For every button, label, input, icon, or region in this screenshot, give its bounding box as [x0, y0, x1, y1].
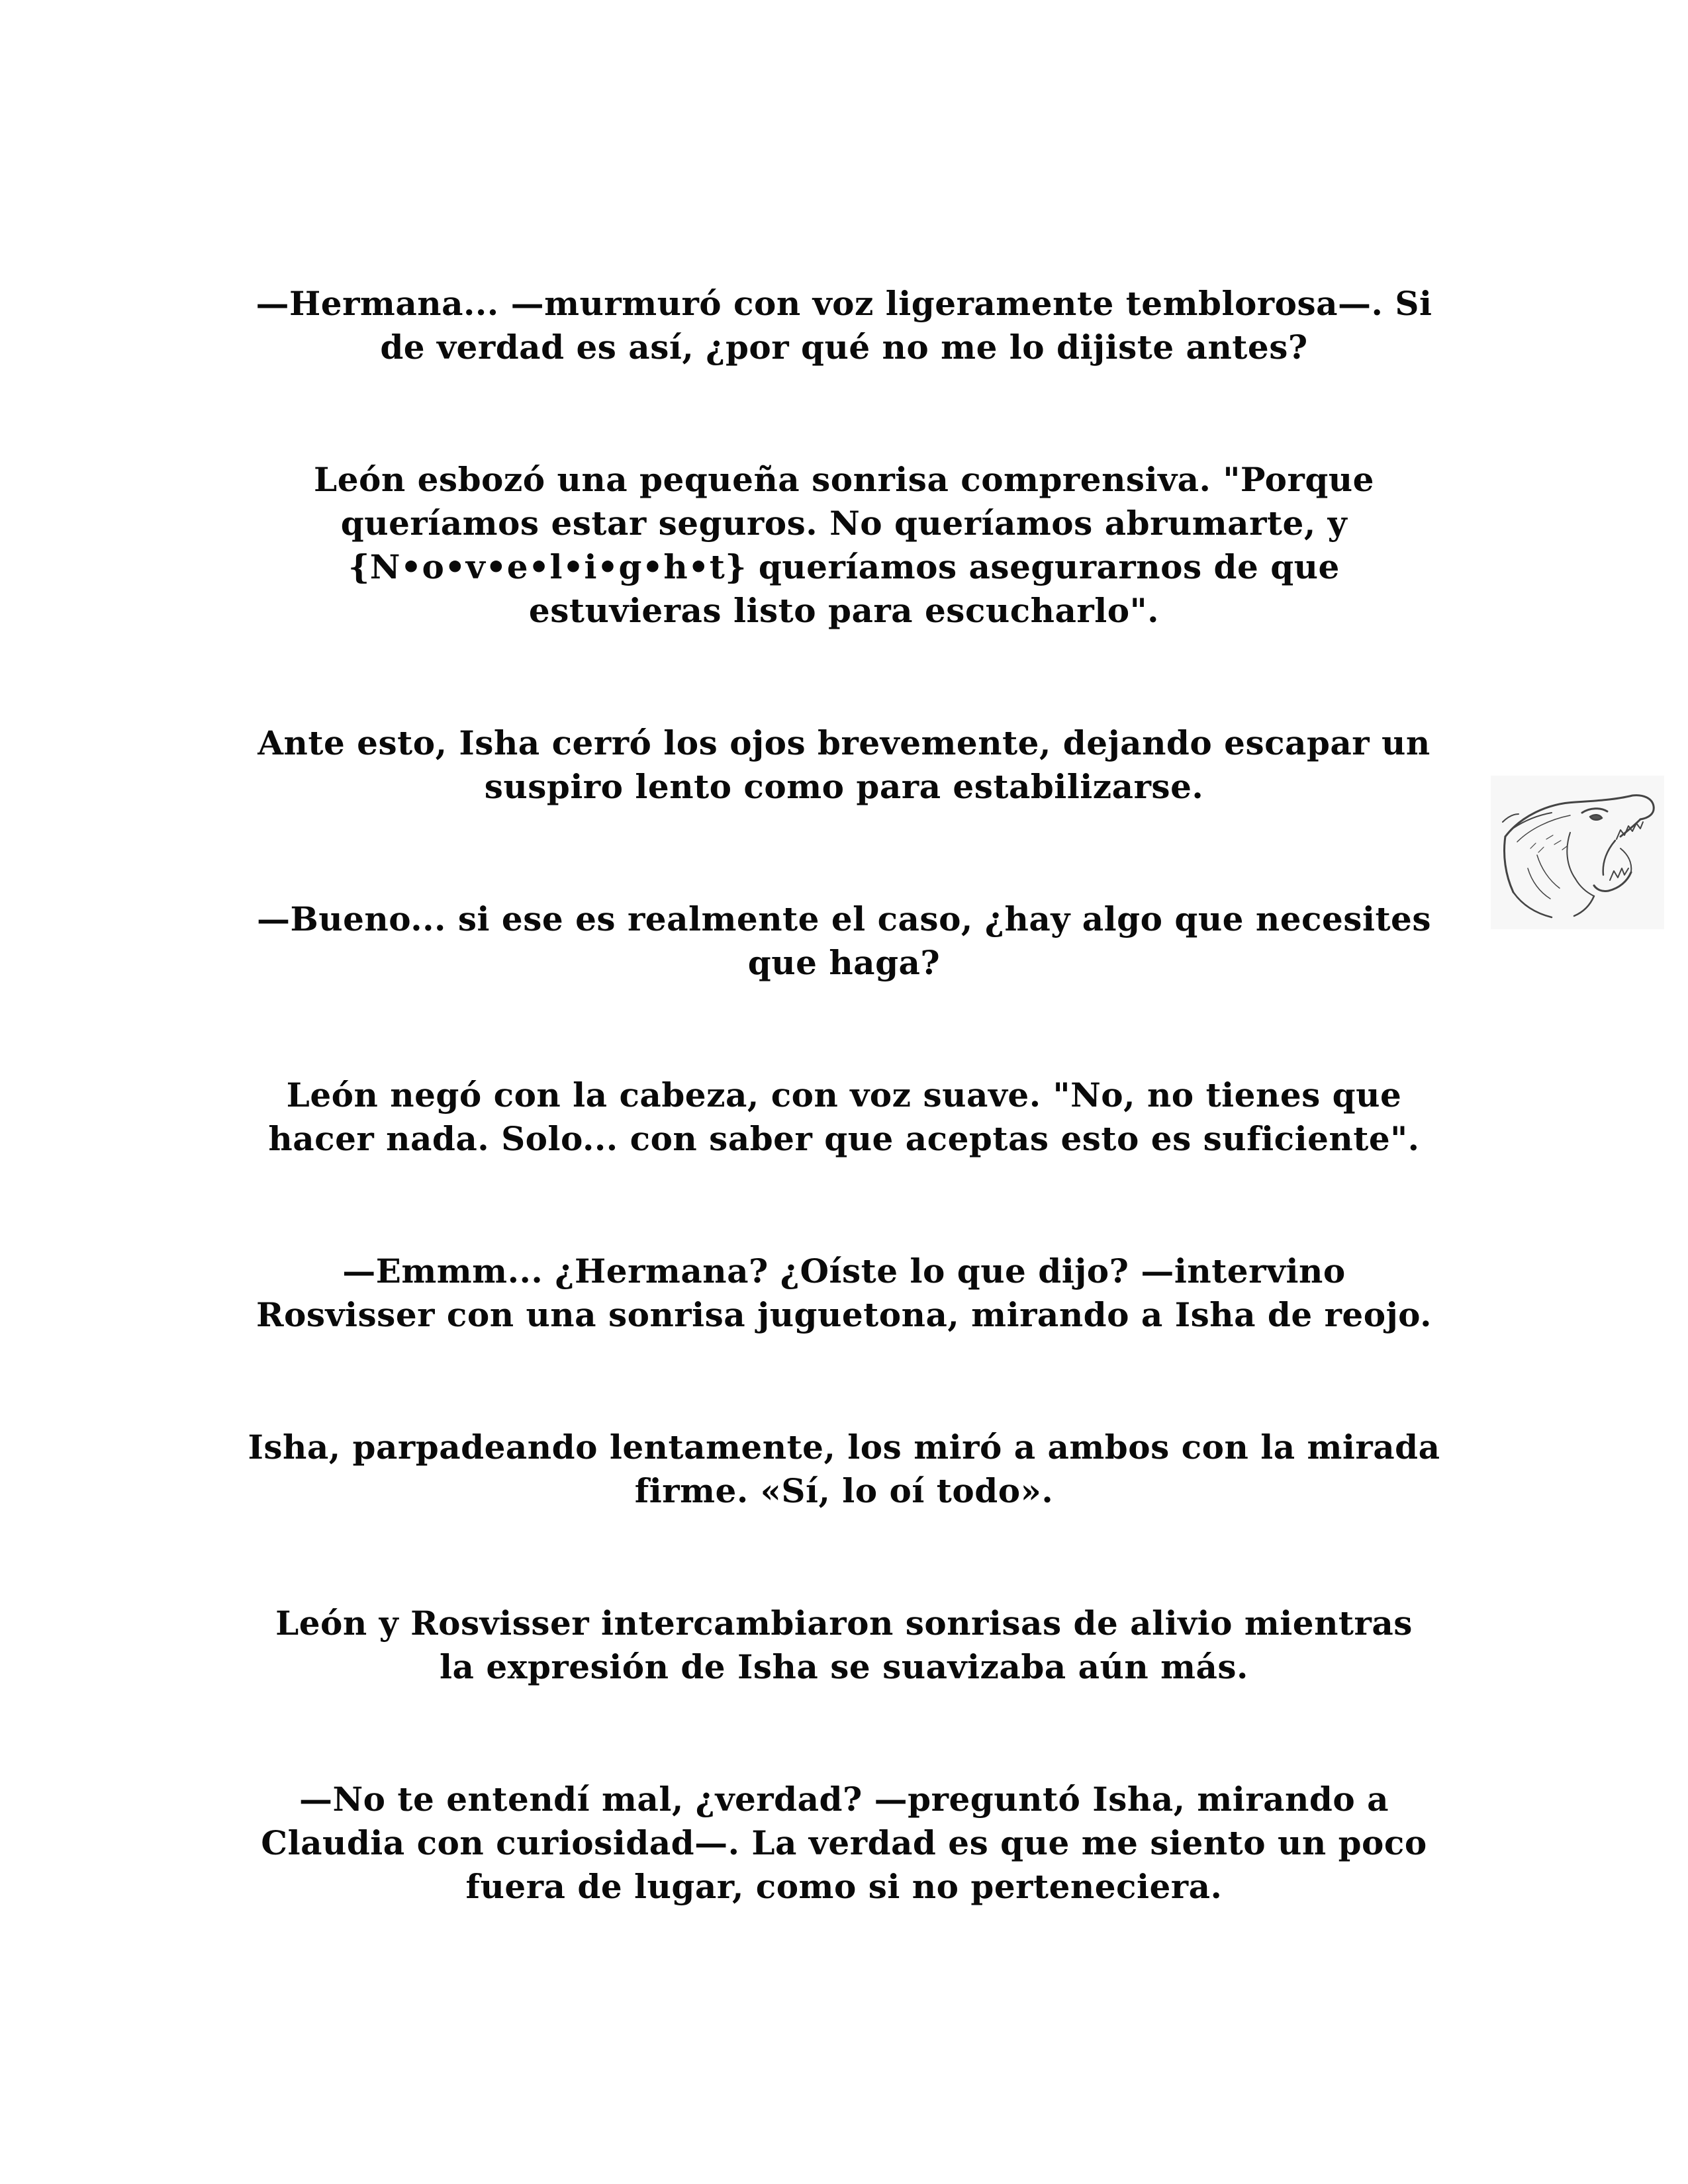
paragraph-line: Rosvisser con una sonrisa juguetona, mirando a Isha de reojo.	[256, 1295, 1432, 1334]
paragraph-4	[199, 897, 1489, 985]
paragraph-line: Ante esto, Isha cerró los ojos brevemente, dejando escapar un	[258, 723, 1430, 762]
paragraph-line: —Emmm... ¿Hermana? ¿Oíste lo que dijo? —intervino	[342, 1251, 1346, 1291]
paragraph-line: suspiro lento como para estabilizarse.	[484, 767, 1204, 806]
paragraph-line: firme. «Sí, lo oí todo».	[634, 1471, 1054, 1510]
paragraph-line: —Hermana... —murmuró con voz ligeramente temblorosa—. Si	[256, 284, 1432, 323]
paragraph-3	[199, 721, 1489, 809]
paragraph-line: queríamos estar seguros. No queríamos abrumarte, y	[340, 504, 1348, 543]
paragraph-line: Claudia con curiosidad—. La verdad es que me siento un poco	[261, 1823, 1427, 1862]
paragraph-line: fuera de lugar, como si no perteneciera.	[465, 1867, 1223, 1906]
paragraph-line: —Bueno... si ese es realmente el caso, ¿hay algo que necesites	[256, 899, 1432, 938]
paragraph-line: León esbozó una pequeña sonrisa comprensiva. "Porque	[314, 460, 1374, 499]
dinosaur-head-sketch-icon	[1491, 776, 1664, 929]
paragraph-line: —No te entendí mal, ¿verdad? —preguntó Isha, mirando a	[299, 1780, 1389, 1819]
paragraph-line: León negó con la cabeza, con voz suave. "No, no tienes que	[286, 1075, 1402, 1115]
paragraph-line: estuvieras listo para escucharlo".	[528, 591, 1160, 630]
paragraph-line: hacer nada. Solo... con saber que aceptas esto es suficiente".	[268, 1119, 1420, 1158]
paragraph-9	[199, 1778, 1489, 1909]
paragraph-5	[199, 1073, 1489, 1161]
paragraph-line: que haga?	[747, 943, 941, 982]
paragraph-8	[199, 1602, 1489, 1689]
paragraph-line: la expresión de Isha se suavizaba aún más.	[440, 1647, 1248, 1686]
paragraph-1	[199, 282, 1489, 369]
paragraph-line: León y Rosvisser intercambiaron sonrisas de alivio mientras	[275, 1604, 1413, 1643]
paragraph-line: {N•o•v•e•l•i•g•h•t} queríamos asegurarnos de que	[348, 547, 1340, 586]
paragraph-2	[199, 458, 1489, 633]
paragraph-6	[199, 1250, 1489, 1337]
paragraph-line: de verdad es así, ¿por qué no me lo dijiste antes?	[380, 328, 1308, 367]
paragraph-line: Isha, parpadeando lentamente, los miró a ambos con la mirada	[248, 1428, 1440, 1467]
paragraph-7	[199, 1426, 1489, 1513]
